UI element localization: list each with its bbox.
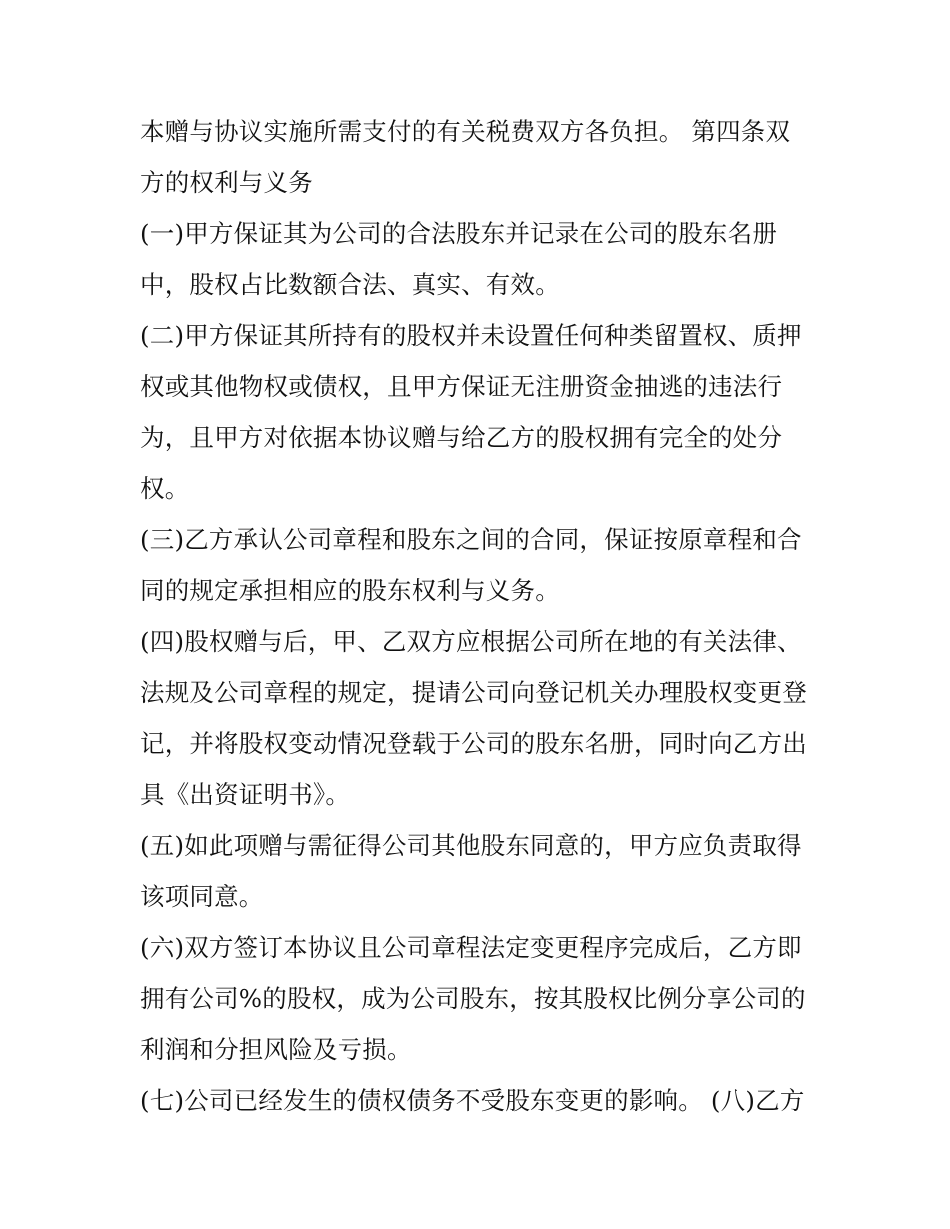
text-line: 同的规定承担相应的股东权利与义务。 [140, 576, 560, 605]
text-line: 中，股权占比数额合法、真实、有效。 [140, 270, 560, 299]
text-line: (六)双方签订本协议且公司章程法定变更程序完成后，乙方即 [140, 933, 802, 962]
text-line: 法规及公司章程的规定，提请公司向登记机关办理股权变更登 [140, 678, 807, 707]
text-line: (二)甲方保证其所持有的股权并未设置任何种类留置权、质押 [140, 321, 802, 350]
text-line: 拥有公司%的股权，成为公司股东，按其股权比例分享公司的 [140, 984, 806, 1013]
document-body [140, 106, 820, 1126]
text-line: 权。 [140, 474, 190, 503]
text-line: 方的权利与义务 [140, 168, 313, 197]
text-line: 为，且甲方对依据本协议赠与给乙方的股权拥有完全的处分 [140, 423, 783, 452]
text-line: (五)如此项赠与需征得公司其他股东同意的，甲方应负责取得 [140, 831, 802, 860]
text-line: 具《出资证明书》。 [140, 780, 351, 809]
text-line: 利润和分担风险及亏损。 [140, 1035, 412, 1064]
text-line: (三)乙方承认公司章程和股东之间的合同，保证按原章程和合 [140, 525, 802, 554]
text-line: 本赠与协议实施所需支付的有关税费双方各负担。 第四条双 [140, 117, 791, 146]
text-line: (一)甲方保证其为公司的合法股东并记录在公司的股东名册 [140, 219, 778, 248]
text-line: (四)股权赠与后，甲、乙双方应根据公司所在地的有关法律、 [140, 627, 802, 656]
text-line: 权或其他物权或债权，且甲方保证无注册资金抽逃的违法行 [140, 372, 783, 401]
text-line: (七)公司已经发生的债权债务不受股东变更的影响。 (八)乙方 [140, 1086, 805, 1115]
text-line: 记，并将股权变动情况登载于公司的股东名册，同时向乙方出 [140, 729, 807, 758]
text-line: 该项同意。 [140, 882, 264, 911]
